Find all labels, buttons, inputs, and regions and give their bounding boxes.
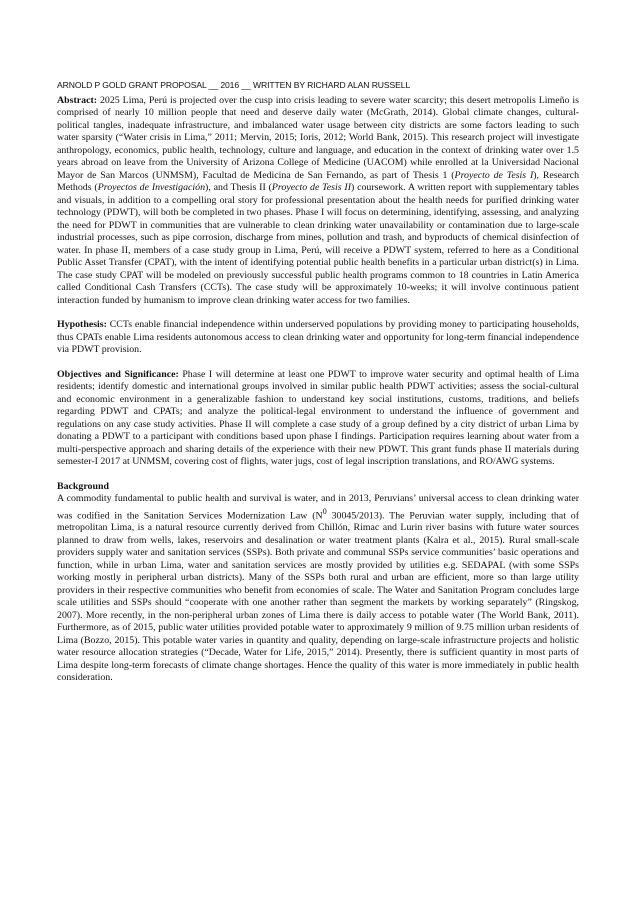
background-superscript: 0 [322, 506, 327, 516]
abstract-italic-1: Proyecto de Tesis I [454, 169, 534, 181]
objectives-paragraph [57, 369, 579, 469]
page-header: ARNOLD P GOLD GRANT PROPOSAL __ 2016 __ WRITTEN BY RICHARD ALAN RUSSELL [57, 80, 411, 90]
abstract-text-3: ), and Thesis II ( [205, 182, 272, 193]
background-text-1: A commodity fundamental to public health and survival is water, and in 2013, Peruvians’ universal access to clean drinking water was codified in the Sanitation Services Modernization Law (N [57, 493, 579, 521]
abstract-text-4: ) coursework. A written report with supplementary tables and visuals, in addition to a compelling oral story for professional presentation about the health needs for purified drinking water technology (PDWT), will both be completed in two phases. Phase I will focus on determining, identifying, assessing, and analyzing the need for PDWT in communities that are vulnerable to clean drinking water unavailability or contamination due to large-scale industrial processes, such as pipe corrosion, discharge from mines, pollution and trash, and byproducts of chemical disinfection of water. In phase II, members of a case study group in Lima, Perú, will receive a PDWT system, referred to here as a Conditional Public Asset Transfer (CPAT), with the intent of identifying potential public health benefits in a particular urban district(s) in Lima. The case study CPAT will be modeled on previously successful public health programs common to 18 countries in Latin America called Conditional Cash Transfers (CCTs). The case study will be approximately 10-weeks; it will involve continuous patient interaction funded by humanism to improve clean drinking water access for two families. [57, 182, 580, 306]
objectives-text: Phase I will determine at least one PDWT to improve water security and optimal health of Lima residents; identify domestic and international groups involved in similar public health PDWT activities; assess the social-cultural and economic environment in a generalizable fashion to understand key social institutions, customs, traditions, and beliefs regarding PDWT and CPATs; and analyze the political-legal environment to understand the influence of government and regulations on any case study activities. Phase II will complete a case study of a group defined by a city district of urban Lima by donating a PDWT to a participant with conditions based upon phase I findings. Participation requires learning about water from a multi-perspective approach and sharing details of the experience with their new PDWT. This grant funds phase II materials during semester-I 2017 at UNMSM, covering cost of flights, water jugs, cost of legal inscription translations, and RO/AWG systems. [57, 368, 579, 467]
hypothesis-text: CCTs enable financial independence within underserved populations by providing money to participating households, thus CPATs enable Lima residents autonomous access to clean drinking water and opportunity for long-term financial independence via PDWT provision. [57, 319, 579, 355]
abstract-text-1: 2025 Lima, Perú is projected over the cusp into crisis leading to severe water scarcity; this desert metropolis Limeño is comprised of nearly 10 million people that need and deserve daily water (McGrath, 2014). Global climate changes, cultural-political tangles, inadequate infrastructure, and imbalanced water usage between city districts are some factors leading to such water sparsity (“Water crisis in Lima,” 2011; Mervin, 2015; Ioris, 2012; World Bank, 2015). This research project will investigate anthropology, economics, public health, technology, culture and language, and education in the context of drinking water over 1.5 years abroad on leave from the University of Arizona College of Medicine (UACOM) while enrolled at la Universidad Nacional Mayor de San Marcos (UNMSM), Facultad de Medicina de San Fernando, as part of Thesis 1 ( [57, 94, 579, 181]
hypothesis-paragraph [57, 319, 579, 357]
document-page [57, 79, 579, 697]
abstract-italic-2: Proyectos de Investigación [97, 182, 206, 193]
background-text-2: 30045/2013). The Peruvian water supply, including that of metropolitan Lima, is a natural resource currently derived from Chillón, Rimac and Lurin river basins with future water sources planned to draw from wells, lakes, reservoirs and desalination or water treatment plants (Kalra et al., 2015). Rural small-scale providers supply water and sanitation services (SSPs). Both private and communal SSPs service communities’ basic operations and function, while in urban Lima, water and sanitation services are mostly provided by utilities e.g. SEDAPAL (with some SSPs working mostly in peripheral urban districts). Many of the SSPs both rural and urban are efficient, more so than large utility providers in their respective communities who benefit from economies of scale. The Water and Sanitation Program concludes large scale utilities and SSPs should “cooperate with one another rather than segment the markets by working separately” (Ringskog, 2007). More recently, in the non-peripheral urban zones of Lima there is daily access to potable water (The World Bank, 2011). Furthermore, as of 2015, public water utilities provided potable water to approximately 9 million of 9.75 million urban residents of Lima (Bozzo, 2015). This potable water varies in quantity and quality, depending on large-scale infrastructure projects and holistic water resource allocation strategies (“Decade, Water for Life, 2015,” 2014). Presently, there is sufficient quantity in most parts of Lima despite long-term forecasts of climate change shortages. Hence the quality of this water is more immediately in public health consideration. [57, 509, 579, 684]
abstract-text-2: ), Research Methods ( [57, 169, 580, 193]
abstract-label: Abstract: [57, 94, 98, 106]
background-heading: Background [57, 480, 109, 492]
abstract-paragraph [57, 95, 579, 308]
objectives-label: Objectives and Significance: [57, 368, 179, 380]
abstract-italic-3: Proyecto de Tesis II [271, 182, 351, 193]
background-paragraph [57, 493, 579, 685]
hypothesis-label: Hypothesis: [57, 319, 107, 330]
